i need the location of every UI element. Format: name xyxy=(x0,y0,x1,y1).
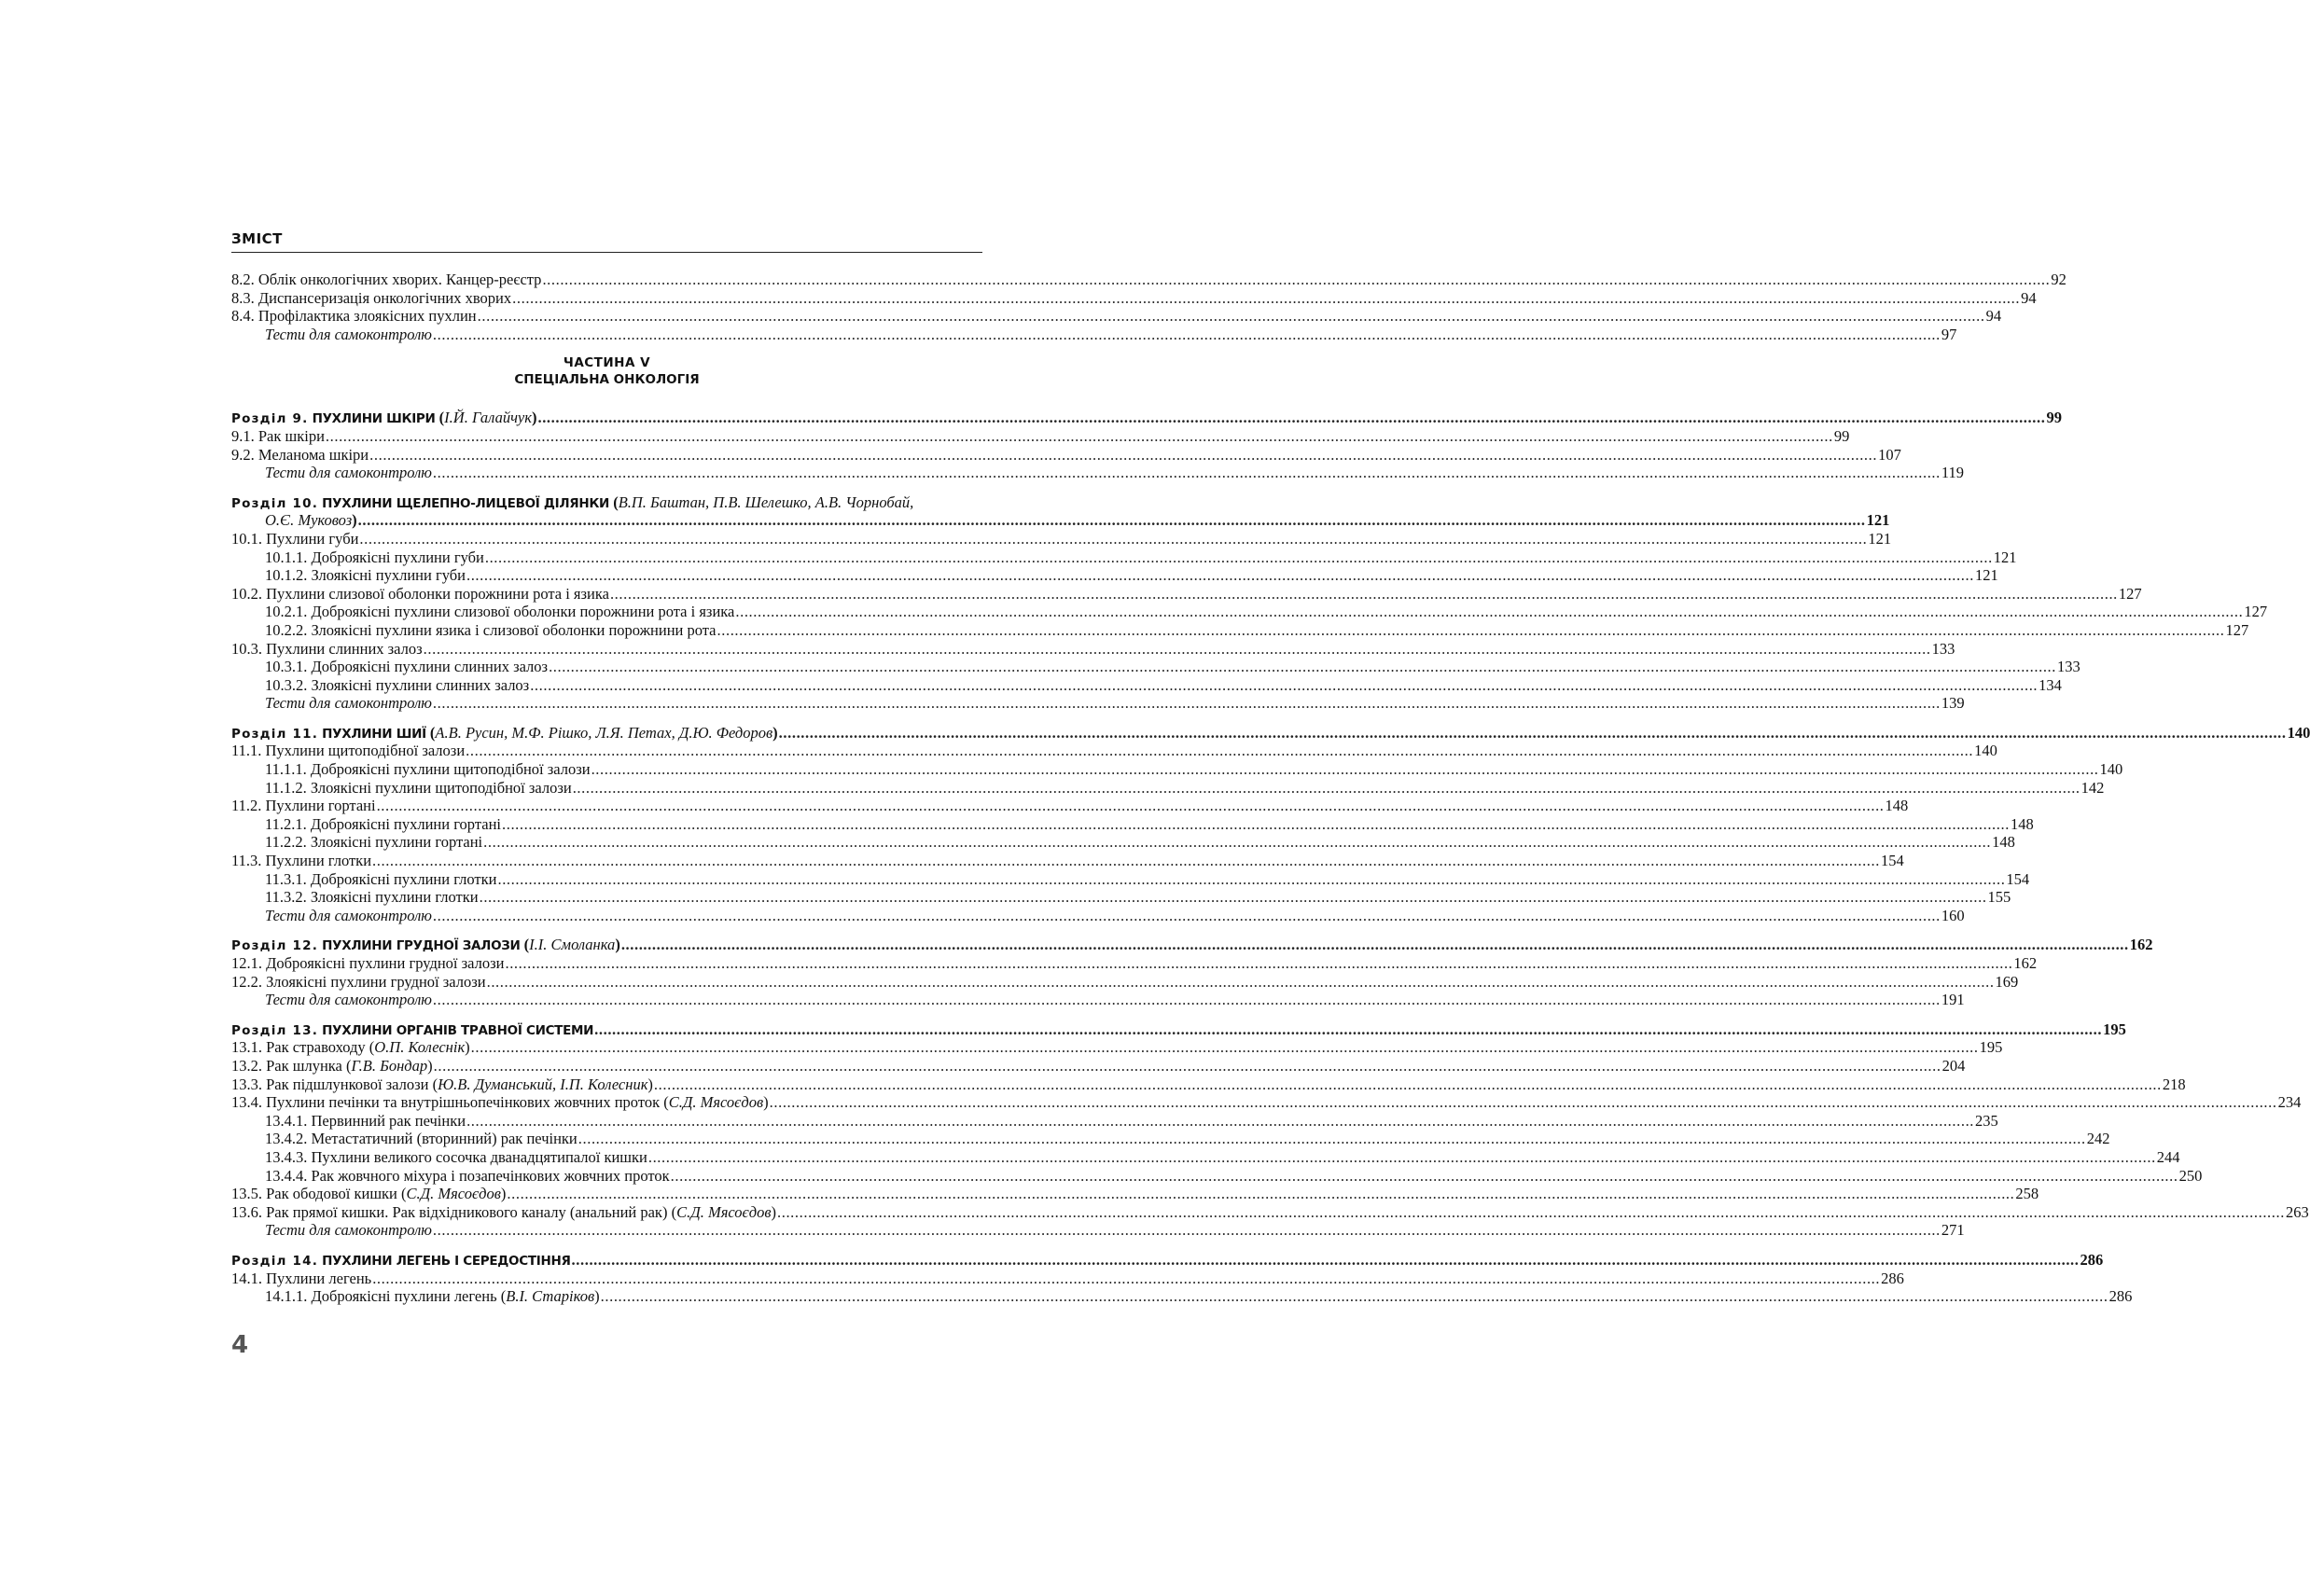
section-heading: Розділ 14. ПУХЛИНИ ЛЕГЕНЬ І СЕРЕДОСТІННЯ ..... 286 xyxy=(231,1251,982,1270)
toc-entry: 11.1.1. Доброякісні пухлини щитоподібної залози ..... 140 xyxy=(231,760,982,779)
toc-entry: 13.4. Пухлини печінки та внутрішньопечінкових жовчних проток (С.Д. Мясоєдов) ..... 234 xyxy=(231,1093,982,1112)
toc-entry: 10.1.1. Доброякісні пухлини губи ..... 121 xyxy=(231,548,982,567)
toc-entry: 12.2. Злоякісні пухлини грудної залози ..... 169 xyxy=(231,973,982,992)
toc-entry: 11.3.1. Доброякісні пухлини глотки ..... 154 xyxy=(231,870,982,889)
toc-entry: 13.2. Рак шлунка (Г.В. Бондар) ..... 204 xyxy=(231,1057,982,1076)
toc-entry: 13.4.3. Пухлини великого сосочка дванадцятипалої кишки ..... 244 xyxy=(231,1148,982,1167)
toc-entry: 10.2.2. Злоякісні пухлини язика і слизової оболонки порожнини рота ..... 127 xyxy=(231,621,982,640)
toc-entry: 13.4.1. Первинний рак печінки ..... 235 xyxy=(231,1112,982,1131)
toc-entry: 10.3. Пухлини слинних залоз ..... 133 xyxy=(231,640,982,659)
section-heading-cont: О.Є. Муковоз) ..... 121 xyxy=(231,511,982,530)
running-header: ЗМІСТ xyxy=(231,230,283,247)
toc-entry: 10.2. Пухлини слизової оболонки порожнини рота і язика ..... 127 xyxy=(231,585,982,604)
part-title: ЧАСТИНА V xyxy=(563,355,651,371)
toc-entry: 11.1.2. Злоякісні пухлини щитоподібної залози ..... 142 xyxy=(231,779,982,798)
toc-entry: 12.1. Доброякісні пухлини грудної залози ..... 162 xyxy=(231,954,982,973)
toc-entry: 10.1. Пухлини губи ..... 121 xyxy=(231,530,982,548)
toc-entry: 10.2.1. Доброякісні пухлини слизової оболонки порожнини рота і язика ..... 127 xyxy=(231,603,982,621)
section-heading: Розділ 9. ПУХЛИНИ ШКІРИ (І.Й. Галайчук) ..... 99 xyxy=(231,409,982,427)
toc-entry: Тести для самоконтролю ..... 139 xyxy=(231,694,982,713)
toc-entry: 9.1. Рак шкіри ..... 99 xyxy=(231,427,982,446)
toc-entry: 8.3. Диспансеризація онкологічних хворих ..... 94 xyxy=(231,289,982,308)
toc-entry: 8.2. Облік онкологічних хворих. Канцер-реєстр ..... 92 xyxy=(231,271,982,289)
part-subtitle: СПЕЦІАЛЬНА ОНКОЛОГІЯ xyxy=(514,372,700,388)
toc-entry: 13.4.2. Метастатичний (вторинний) рак печінки ..... 242 xyxy=(231,1130,982,1148)
toc-entry: 11.1. Пухлини щитоподібної залози ..... 140 xyxy=(231,742,982,760)
toc-entry: 10.3.1. Доброякісні пухлини слинних залоз ..... 133 xyxy=(231,658,982,676)
toc-entry: 13.4.4. Рак жовчного міхура і позапечінкових жовчних проток ..... 250 xyxy=(231,1167,982,1186)
toc-entry: 8.4. Профілактика злоякісних пухлин ..... 94 xyxy=(231,307,982,326)
toc-entry: 13.6. Рак прямої кишки. Рак відхідникового каналу (анальний рак) (С.Д. Мясоєдов) ..... 263 xyxy=(231,1203,982,1222)
toc-entry: 13.3. Рак підшлункової залози (Ю.В. Думанський, І.П. Колесник) ..... 218 xyxy=(231,1076,982,1094)
header-rule xyxy=(231,252,982,253)
toc-entry: 11.2. Пухлини гортані ..... 148 xyxy=(231,797,982,815)
toc-entry: Тести для самоконтролю ..... 271 xyxy=(231,1221,982,1240)
section-heading: Розділ 11. ПУХЛИНИ ШИЇ (А.В. Русин, М.Ф. Рішко, Л.Я. Петах, Д.Ю. Федоров) ..... 140 xyxy=(231,724,982,742)
toc-entry: Тести для самоконтролю ..... 191 xyxy=(231,991,982,1009)
toc-entry: 11.2.1. Доброякісні пухлини гортані ..... 148 xyxy=(231,815,982,834)
page-number: 4 xyxy=(231,1331,249,1359)
toc-entry: 14.1.1. Доброякісні пухлини легень (В.І. Старіков) ..... 286 xyxy=(231,1287,982,1306)
toc-entry: 11.3.2. Злоякісні пухлини глотки ..... 155 xyxy=(231,888,982,907)
section-heading: Розділ 10. ПУХЛИНИ ЩЕЛЕПНО-ЛИЦЕВОЇ ДІЛЯНКИ (В.П. Баштан, П.В. Шелешко, А.В. Чорнобай, xyxy=(231,493,914,511)
toc-entry: Тести для самоконтролю ..... 160 xyxy=(231,907,982,925)
toc-entry: 10.3.2. Злоякісні пухлини слинних залоз ..... 134 xyxy=(231,676,982,695)
toc-entry: 9.2. Меланома шкіри ..... 107 xyxy=(231,446,982,465)
section-heading: Розділ 12. ПУХЛИНИ ГРУДНОЇ ЗАЛОЗИ (І.І. Смоланка) ..... 162 xyxy=(231,936,982,954)
section-heading: Розділ 13. ПУХЛИНИ ОРГАНІВ ТРАВНОЇ СИСТЕМИ ..... 195 xyxy=(231,1020,982,1039)
toc-entry: 11.2.2. Злоякісні пухлини гортані ..... 148 xyxy=(231,833,982,852)
toc-entry: Тести для самоконтролю ..... 119 xyxy=(231,464,982,482)
toc-entry: 14.1. Пухлини легень ..... 286 xyxy=(231,1270,982,1288)
toc-entry: 11.3. Пухлини глотки ..... 154 xyxy=(231,852,982,870)
toc-entry: 10.1.2. Злоякісні пухлини губи ..... 121 xyxy=(231,566,982,585)
toc-entry: 13.5. Рак ободової кишки (С.Д. Мясоєдов) ..... 258 xyxy=(231,1185,982,1203)
toc-entry: Тести для самоконтролю ..... 97 xyxy=(231,326,982,344)
table-of-contents xyxy=(231,271,2310,1306)
toc-entry: 13.1. Рак стравоходу (О.П. Колеснік) ..... 195 xyxy=(231,1038,982,1057)
